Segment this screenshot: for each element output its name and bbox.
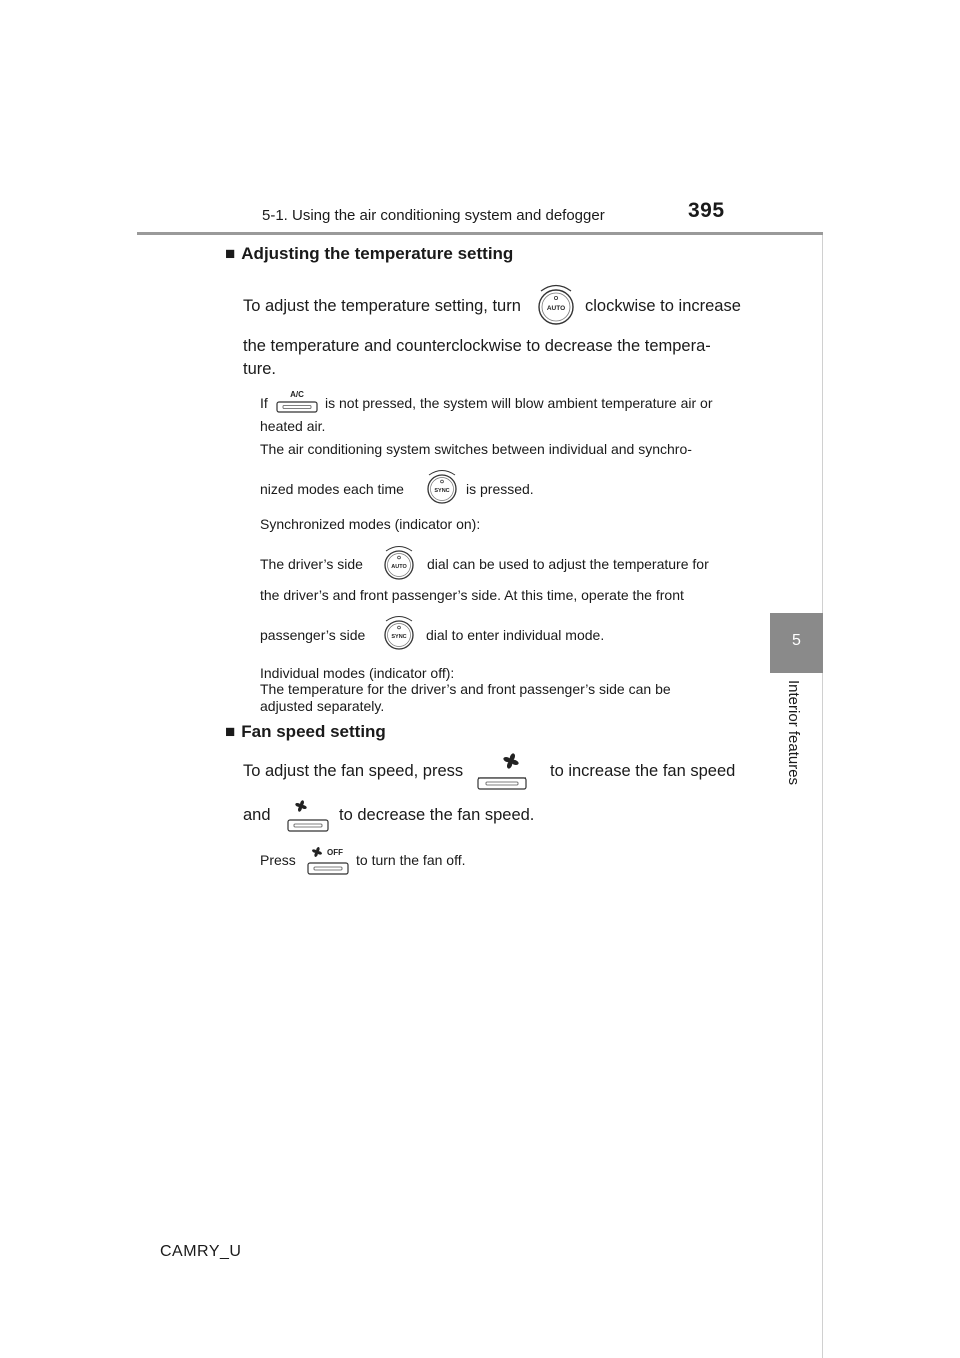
header-rule bbox=[137, 232, 823, 235]
sync-line3-a: passenger’s side bbox=[260, 627, 366, 643]
sync-line3-b: dial to enter individual mode. bbox=[426, 627, 605, 643]
model-code: CAMRY_U bbox=[160, 1243, 242, 1260]
temperature-heading bbox=[225, 244, 513, 264]
sync-dial-icon bbox=[424, 467, 460, 510]
svg-text:OFF: OFF bbox=[327, 848, 343, 857]
sync-dial-small-icon bbox=[381, 613, 417, 656]
note2-a: The air conditioning system switches between individual and synchro- bbox=[260, 441, 692, 457]
svg-text:AUTO: AUTO bbox=[546, 305, 566, 312]
fan-down-button-icon bbox=[286, 797, 330, 840]
fan-note-b: to turn the fan off. bbox=[356, 852, 466, 868]
auto-dial-icon bbox=[535, 282, 577, 331]
page-number: 395 bbox=[688, 199, 725, 222]
ac-button-icon bbox=[275, 388, 319, 419]
note2-c: is pressed. bbox=[466, 481, 534, 497]
note1-b: is not pressed, the system will blow ambient temperature air or bbox=[325, 395, 713, 411]
heading-bullet: ■ bbox=[225, 244, 236, 263]
fan-off-button-icon bbox=[306, 845, 350, 882]
sync-line1-a: The driver’s side bbox=[260, 556, 363, 572]
auto-dial-small-icon bbox=[381, 543, 417, 586]
temp-line2: the temperature and counterclockwise to decrease the tempera- bbox=[243, 337, 711, 355]
fan-heading bbox=[225, 722, 386, 742]
svg-text:SYNC: SYNC bbox=[434, 488, 450, 494]
note2-b: nized modes each time bbox=[260, 481, 404, 497]
svg-text:SYNC: SYNC bbox=[391, 634, 407, 640]
indiv-line1: The temperature for the driver’s and front passenger’s side can be bbox=[260, 681, 671, 697]
fan-heading-text: Fan speed setting bbox=[241, 722, 386, 741]
fan-line1-b: to increase the fan speed bbox=[550, 762, 736, 780]
svg-text:A/C: A/C bbox=[290, 390, 304, 399]
temp-line1-b: clockwise to increase bbox=[585, 297, 741, 315]
fan-note-a: Press bbox=[260, 852, 296, 868]
note1-c: heated air. bbox=[260, 418, 326, 434]
note1-a: If bbox=[260, 395, 268, 411]
sync-title: Synchronized modes (indicator on): bbox=[260, 516, 481, 532]
fan-line2-a: and bbox=[243, 806, 271, 824]
temperature-heading-text: Adjusting the temperature setting bbox=[241, 244, 514, 263]
chapter-number: 5 bbox=[792, 632, 801, 649]
svg-text:AUTO: AUTO bbox=[391, 564, 407, 570]
indiv-line2: adjusted separately. bbox=[260, 698, 385, 714]
temp-line1-a: To adjust the temperature setting, turn bbox=[243, 297, 521, 315]
temp-line3: ture. bbox=[243, 360, 277, 378]
fan-line1-a: To adjust the fan speed, press bbox=[243, 762, 464, 780]
sync-line2: the driver’s and front passenger’s side. At this time, operate the front bbox=[260, 587, 684, 603]
chapter-title-box bbox=[770, 680, 823, 800]
indiv-title: Individual modes (indicator off): bbox=[260, 665, 455, 681]
sync-line1-b: dial can be used to adjust the temperature for bbox=[427, 556, 709, 572]
fan-heading-bullet: ■ bbox=[225, 722, 236, 741]
fan-up-button-icon bbox=[476, 751, 528, 796]
fan-line2-b: to decrease the fan speed. bbox=[339, 806, 535, 824]
chapter-title: Interior features bbox=[785, 680, 802, 786]
section-title: 5-1. Using the air conditioning system and defogger bbox=[262, 207, 605, 224]
